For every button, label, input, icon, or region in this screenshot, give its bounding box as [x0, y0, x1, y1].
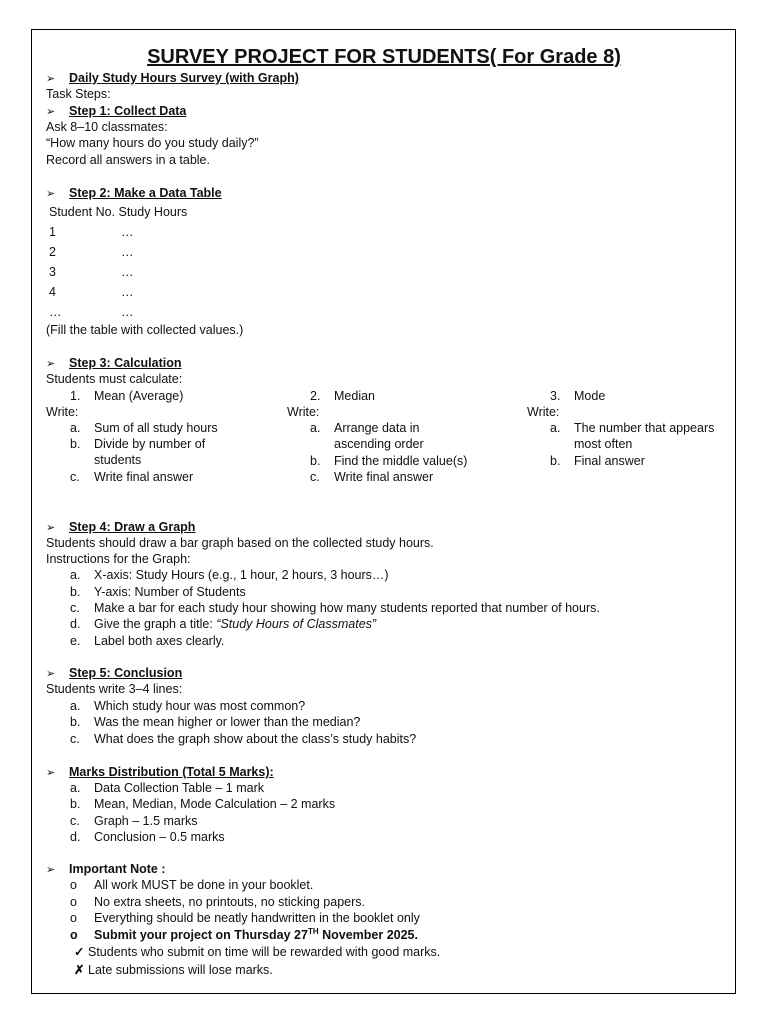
step4-line: Students should draw a bar graph based on the collected study hours. — [46, 536, 434, 550]
list-text: November 2025. — [318, 928, 418, 942]
list-text: All work MUST be done in your booklet. — [94, 878, 314, 892]
circle-bullet-icon: o — [70, 928, 78, 942]
list-item — [70, 731, 416, 747]
list-marker: b. — [310, 454, 321, 468]
list-item — [70, 420, 218, 436]
list-text: Arrange data in ascending order — [334, 421, 424, 451]
mean-write: Write: — [46, 405, 79, 419]
list-text: Make a bar for each study hour showing how many students reported that number of hours. — [94, 601, 600, 615]
mode-write: Write: — [527, 405, 560, 419]
table-cell: 2 — [49, 245, 56, 259]
circle-bullet-icon: o — [70, 895, 77, 909]
list-text: No extra sheets, no printouts, no sticking papers. — [94, 895, 365, 909]
list-item — [70, 600, 600, 616]
list-marker: b. — [70, 437, 81, 451]
list-text: Final answer — [574, 454, 645, 468]
arrow-bullet-icon: ➢ — [46, 188, 56, 200]
list-item — [550, 453, 645, 469]
step5-intro: Students write 3–4 lines: — [46, 682, 183, 696]
list-text: Late submissions will lose marks. — [88, 963, 273, 977]
step4-line: Instructions for the Graph: — [46, 552, 191, 566]
list-item — [70, 698, 305, 714]
list-text: X-axis: Study Hours (e.g., 1 hour, 2 hours, 3 hours…) — [94, 568, 389, 582]
list-text: Submit your project on Thursday 27 — [94, 928, 308, 942]
table-cell: … — [121, 285, 134, 299]
table-row — [49, 244, 134, 260]
step3-intro: Students must calculate: — [46, 372, 183, 386]
list-item — [310, 420, 460, 452]
median-title — [310, 388, 375, 404]
penalty-line — [74, 962, 273, 978]
table-row — [49, 304, 134, 320]
list-marker: b. — [70, 797, 81, 811]
list-text: Mode — [574, 389, 606, 403]
list-item — [70, 813, 198, 829]
page-border — [31, 29, 736, 994]
circle-bullet-icon: o — [70, 911, 77, 925]
list-item — [70, 829, 225, 845]
list-text: Students who submit on time will be rewarded with good marks. — [88, 945, 441, 959]
list-marker: c. — [70, 814, 80, 828]
date-suffix: TH — [307, 926, 319, 936]
list-text: The number that appears most often — [574, 421, 715, 451]
list-text: Was the mean higher or lower than the median? — [94, 715, 361, 729]
list-text: Conclusion – 0.5 marks — [94, 830, 225, 844]
list-number: 3. — [550, 389, 561, 403]
list-number: 2. — [310, 389, 321, 403]
step4-heading-line — [46, 519, 195, 536]
list-item — [70, 567, 389, 583]
data-table-header — [49, 204, 187, 220]
list-text: Find the middle value(s) — [334, 454, 468, 468]
list-text: Give the graph a title: — [94, 617, 217, 631]
table-cell: 3 — [49, 265, 56, 279]
step4-heading: Step 4: Draw a Graph — [69, 520, 196, 534]
arrow-bullet-icon: ➢ — [46, 668, 56, 680]
step1-line: “How many hours do you study daily?” — [46, 136, 259, 150]
median-write: Write: — [287, 405, 320, 419]
list-item — [70, 780, 264, 796]
step3-heading-line — [46, 355, 182, 372]
list-marker: a. — [310, 421, 321, 435]
list-marker: c. — [70, 601, 80, 615]
table-cell: … — [121, 225, 134, 239]
arrow-bullet-icon: ➢ — [46, 358, 56, 370]
list-text: What does the graph show about the class’s study habits? — [94, 732, 417, 746]
table-cell: … — [121, 265, 134, 279]
list-text: Mean, Median, Mode Calculation – 2 marks — [94, 797, 336, 811]
step5-heading: Step 5: Conclusion — [69, 666, 183, 680]
note-heading: Important Note : — [69, 862, 166, 876]
table-cell: … — [49, 305, 62, 319]
step3-heading: Step 3: Calculation — [69, 356, 182, 370]
list-marker: a. — [550, 421, 561, 435]
intro-heading: Daily Study Hours Survey (with Graph) — [69, 71, 299, 85]
list-text: Label both axes clearly. — [94, 634, 225, 648]
table-header-student: Student No. — [49, 205, 116, 219]
list-text: Mean (Average) — [94, 389, 184, 403]
list-item — [70, 584, 246, 600]
table-header-hours: Study Hours — [118, 205, 188, 219]
list-marker: c. — [310, 470, 320, 484]
step1-line: Ask 8–10 classmates: — [46, 120, 168, 134]
reward-line — [74, 944, 440, 960]
submit-deadline — [70, 927, 418, 943]
list-item — [310, 469, 433, 485]
mode-title — [550, 388, 605, 404]
step5-heading-line — [46, 665, 182, 682]
list-item — [70, 436, 240, 468]
arrow-bullet-icon: ➢ — [46, 767, 56, 779]
list-marker: c. — [70, 732, 80, 746]
table-cell: 4 — [49, 285, 56, 299]
list-item — [70, 616, 376, 632]
note-heading-line — [46, 861, 166, 878]
list-item — [70, 796, 335, 812]
step2-heading: Step 2: Make a Data Table — [69, 186, 222, 200]
list-text: Data Collection Table – 1 mark — [94, 781, 264, 795]
list-text: Divide by number of students — [94, 437, 206, 467]
arrow-bullet-icon: ➢ — [46, 522, 56, 534]
mean-title — [70, 388, 183, 404]
page-title: SURVEY PROJECT FOR STUDENTS( For Grade 8) — [147, 46, 621, 68]
list-item — [70, 877, 313, 893]
marks-heading: Marks Distribution (Total 5 Marks): — [69, 765, 274, 779]
step1-line: Record all answers in a table. — [46, 153, 210, 167]
step1-heading: Step 1: Collect Data — [69, 104, 187, 118]
arrow-bullet-icon: ➢ — [46, 73, 56, 85]
table-row — [49, 264, 134, 280]
graph-title-example: “Study Hours of Classmates” — [216, 617, 377, 631]
list-marker: d. — [70, 830, 81, 844]
list-item — [70, 894, 365, 910]
list-item — [310, 453, 467, 469]
step1-heading-line — [46, 103, 186, 120]
list-item — [550, 420, 730, 452]
list-marker: c. — [70, 470, 80, 484]
list-marker: e. — [70, 634, 81, 648]
list-marker: b. — [550, 454, 561, 468]
cross-mark-icon: ✗ — [74, 963, 85, 977]
task-steps-label: Task Steps: — [46, 87, 111, 101]
table-cell: … — [121, 245, 134, 259]
list-marker: a. — [70, 699, 81, 713]
step2-note: (Fill the table with collected values.) — [46, 323, 244, 337]
list-text: Y-axis: Number of Students — [94, 585, 246, 599]
table-cell: 1 — [49, 225, 56, 239]
list-text: Write final answer — [334, 470, 434, 484]
table-row — [49, 284, 134, 300]
check-mark-icon: ✓ — [74, 945, 85, 959]
list-marker: a. — [70, 781, 81, 795]
intro-heading-line — [46, 70, 299, 87]
circle-bullet-icon: o — [70, 878, 77, 892]
marks-heading-line — [46, 764, 274, 781]
list-marker: a. — [70, 568, 81, 582]
list-item — [70, 910, 420, 926]
list-marker: d. — [70, 617, 81, 631]
list-marker: a. — [70, 421, 81, 435]
list-item — [70, 633, 224, 649]
list-marker: b. — [70, 585, 81, 599]
table-row — [49, 224, 134, 240]
list-number: 1. — [70, 389, 81, 403]
arrow-bullet-icon: ➢ — [46, 106, 56, 118]
list-item — [70, 714, 360, 730]
list-text: Median — [334, 389, 375, 403]
list-text: Sum of all study hours — [94, 421, 218, 435]
step2-heading-line — [46, 185, 222, 202]
list-item — [70, 469, 193, 485]
table-cell: … — [121, 305, 134, 319]
list-text: Graph – 1.5 marks — [94, 814, 198, 828]
list-text: Which study hour was most common? — [94, 699, 306, 713]
list-text: Write final answer — [94, 470, 194, 484]
list-text: Everything should be neatly handwritten in the booklet only — [94, 911, 420, 925]
arrow-bullet-icon: ➢ — [46, 864, 56, 876]
list-marker: b. — [70, 715, 81, 729]
